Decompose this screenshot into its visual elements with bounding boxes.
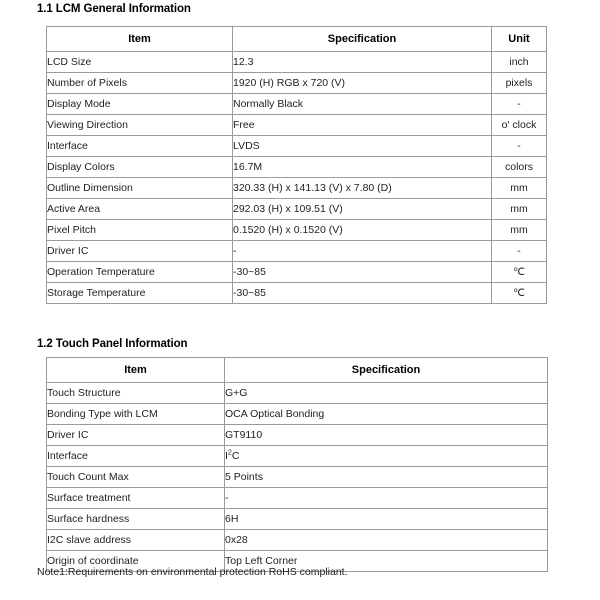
- cell-specification: Free: [233, 115, 492, 136]
- table-row: [47, 73, 547, 94]
- table-row: [47, 241, 547, 262]
- cell-unit: -: [492, 241, 547, 262]
- table-row: [47, 283, 547, 304]
- footnote-rohs: Note1:Requirements on environmental protection RoHS compliant.: [37, 566, 348, 578]
- cell-unit: mm: [492, 178, 547, 199]
- section-heading-touch-panel: 1.2 Touch Panel Information: [37, 338, 188, 350]
- cell-specification: 12.3: [233, 52, 492, 73]
- table-row: [47, 530, 548, 551]
- column-header-specification: Specification: [225, 358, 548, 383]
- cell-unit: mm: [492, 220, 547, 241]
- section-heading-lcm: 1.1 LCM General Information: [37, 3, 191, 15]
- cell-specification: 292.03 (H) x 109.51 (V): [233, 199, 492, 220]
- cell-item: Origin of coordinate: [47, 551, 225, 572]
- cell-specification: 5 Points: [225, 467, 548, 488]
- cell-item: Touch Structure: [47, 383, 225, 404]
- cell-unit: ℃: [492, 262, 547, 283]
- cell-unit: -: [492, 136, 547, 157]
- table-row: [47, 467, 548, 488]
- table-row: [47, 136, 547, 157]
- cell-item: LCD Size: [47, 52, 233, 73]
- cell-unit: ℃: [492, 283, 547, 304]
- table-row: [47, 425, 548, 446]
- cell-item: Display Mode: [47, 94, 233, 115]
- table-row: [47, 509, 548, 530]
- touch-panel-information-table: [46, 357, 548, 572]
- table-header-row: [47, 358, 548, 383]
- table-row: [47, 178, 547, 199]
- cell-specification: -: [233, 241, 492, 262]
- cell-specification: -30~85: [233, 283, 492, 304]
- table-header-row: [47, 27, 547, 52]
- table-row: [47, 52, 547, 73]
- cell-unit: inch: [492, 52, 547, 73]
- table-row: [47, 404, 548, 425]
- cell-item: Interface: [47, 136, 233, 157]
- cell-unit: colors: [492, 157, 547, 178]
- cell-item: Active Area: [47, 199, 233, 220]
- cell-item: Surface hardness: [47, 509, 225, 530]
- cell-item: Number of Pixels: [47, 73, 233, 94]
- cell-specification: LVDS: [233, 136, 492, 157]
- column-header-unit: Unit: [492, 27, 547, 52]
- cell-item: Viewing Direction: [47, 115, 233, 136]
- cell-specification: GT9110: [225, 425, 548, 446]
- table-row: [47, 199, 547, 220]
- cell-unit: -: [492, 94, 547, 115]
- cell-item: Pixel Pitch: [47, 220, 233, 241]
- cell-item: Outline Dimension: [47, 178, 233, 199]
- cell-unit: o' clock: [492, 115, 547, 136]
- cell-item: Storage Temperature: [47, 283, 233, 304]
- table-row: [47, 383, 548, 404]
- cell-specification: -: [225, 488, 548, 509]
- column-header-item: Item: [47, 358, 225, 383]
- cell-specification: 6H: [225, 509, 548, 530]
- cell-specification: Normally Black: [233, 94, 492, 115]
- table-row: [47, 220, 547, 241]
- cell-item: Display Colors: [47, 157, 233, 178]
- cell-specification: $I^2C$: [225, 446, 548, 467]
- cell-specification: 0x28: [225, 530, 548, 551]
- cell-specification: G+G: [225, 383, 548, 404]
- cell-specification: 16.7M: [233, 157, 492, 178]
- cell-item: Surface treatment: [47, 488, 225, 509]
- cell-item: Touch Count Max: [47, 467, 225, 488]
- table-row: [47, 488, 548, 509]
- cell-unit: pixels: [492, 73, 547, 94]
- cell-item: Operation Temperature: [47, 262, 233, 283]
- table-row: [47, 446, 548, 467]
- cell-specification: 1920 (H) RGB x 720 (V): [233, 73, 492, 94]
- cell-specification: OCA Optical Bonding: [225, 404, 548, 425]
- cell-item: I2C slave address: [47, 530, 225, 551]
- table-row: [47, 157, 547, 178]
- cell-unit: mm: [492, 199, 547, 220]
- cell-item: Interface: [47, 446, 225, 467]
- column-header-item: Item: [47, 27, 233, 52]
- cell-specification: -30~85: [233, 262, 492, 283]
- cell-item: Driver IC: [47, 241, 233, 262]
- cell-specification: Top Left Corner: [225, 551, 548, 572]
- column-header-specification: Specification: [233, 27, 492, 52]
- cell-specification: 0.1520 (H) x 0.1520 (V): [233, 220, 492, 241]
- cell-item: Bonding Type with LCM: [47, 404, 225, 425]
- cell-specification: 320.33 (H) x 141.13 (V) x 7.80 (D): [233, 178, 492, 199]
- table-row: [47, 262, 547, 283]
- table-row: [47, 115, 547, 136]
- table-row: [47, 94, 547, 115]
- cell-item: Driver IC: [47, 425, 225, 446]
- lcm-general-information-table: [46, 26, 547, 304]
